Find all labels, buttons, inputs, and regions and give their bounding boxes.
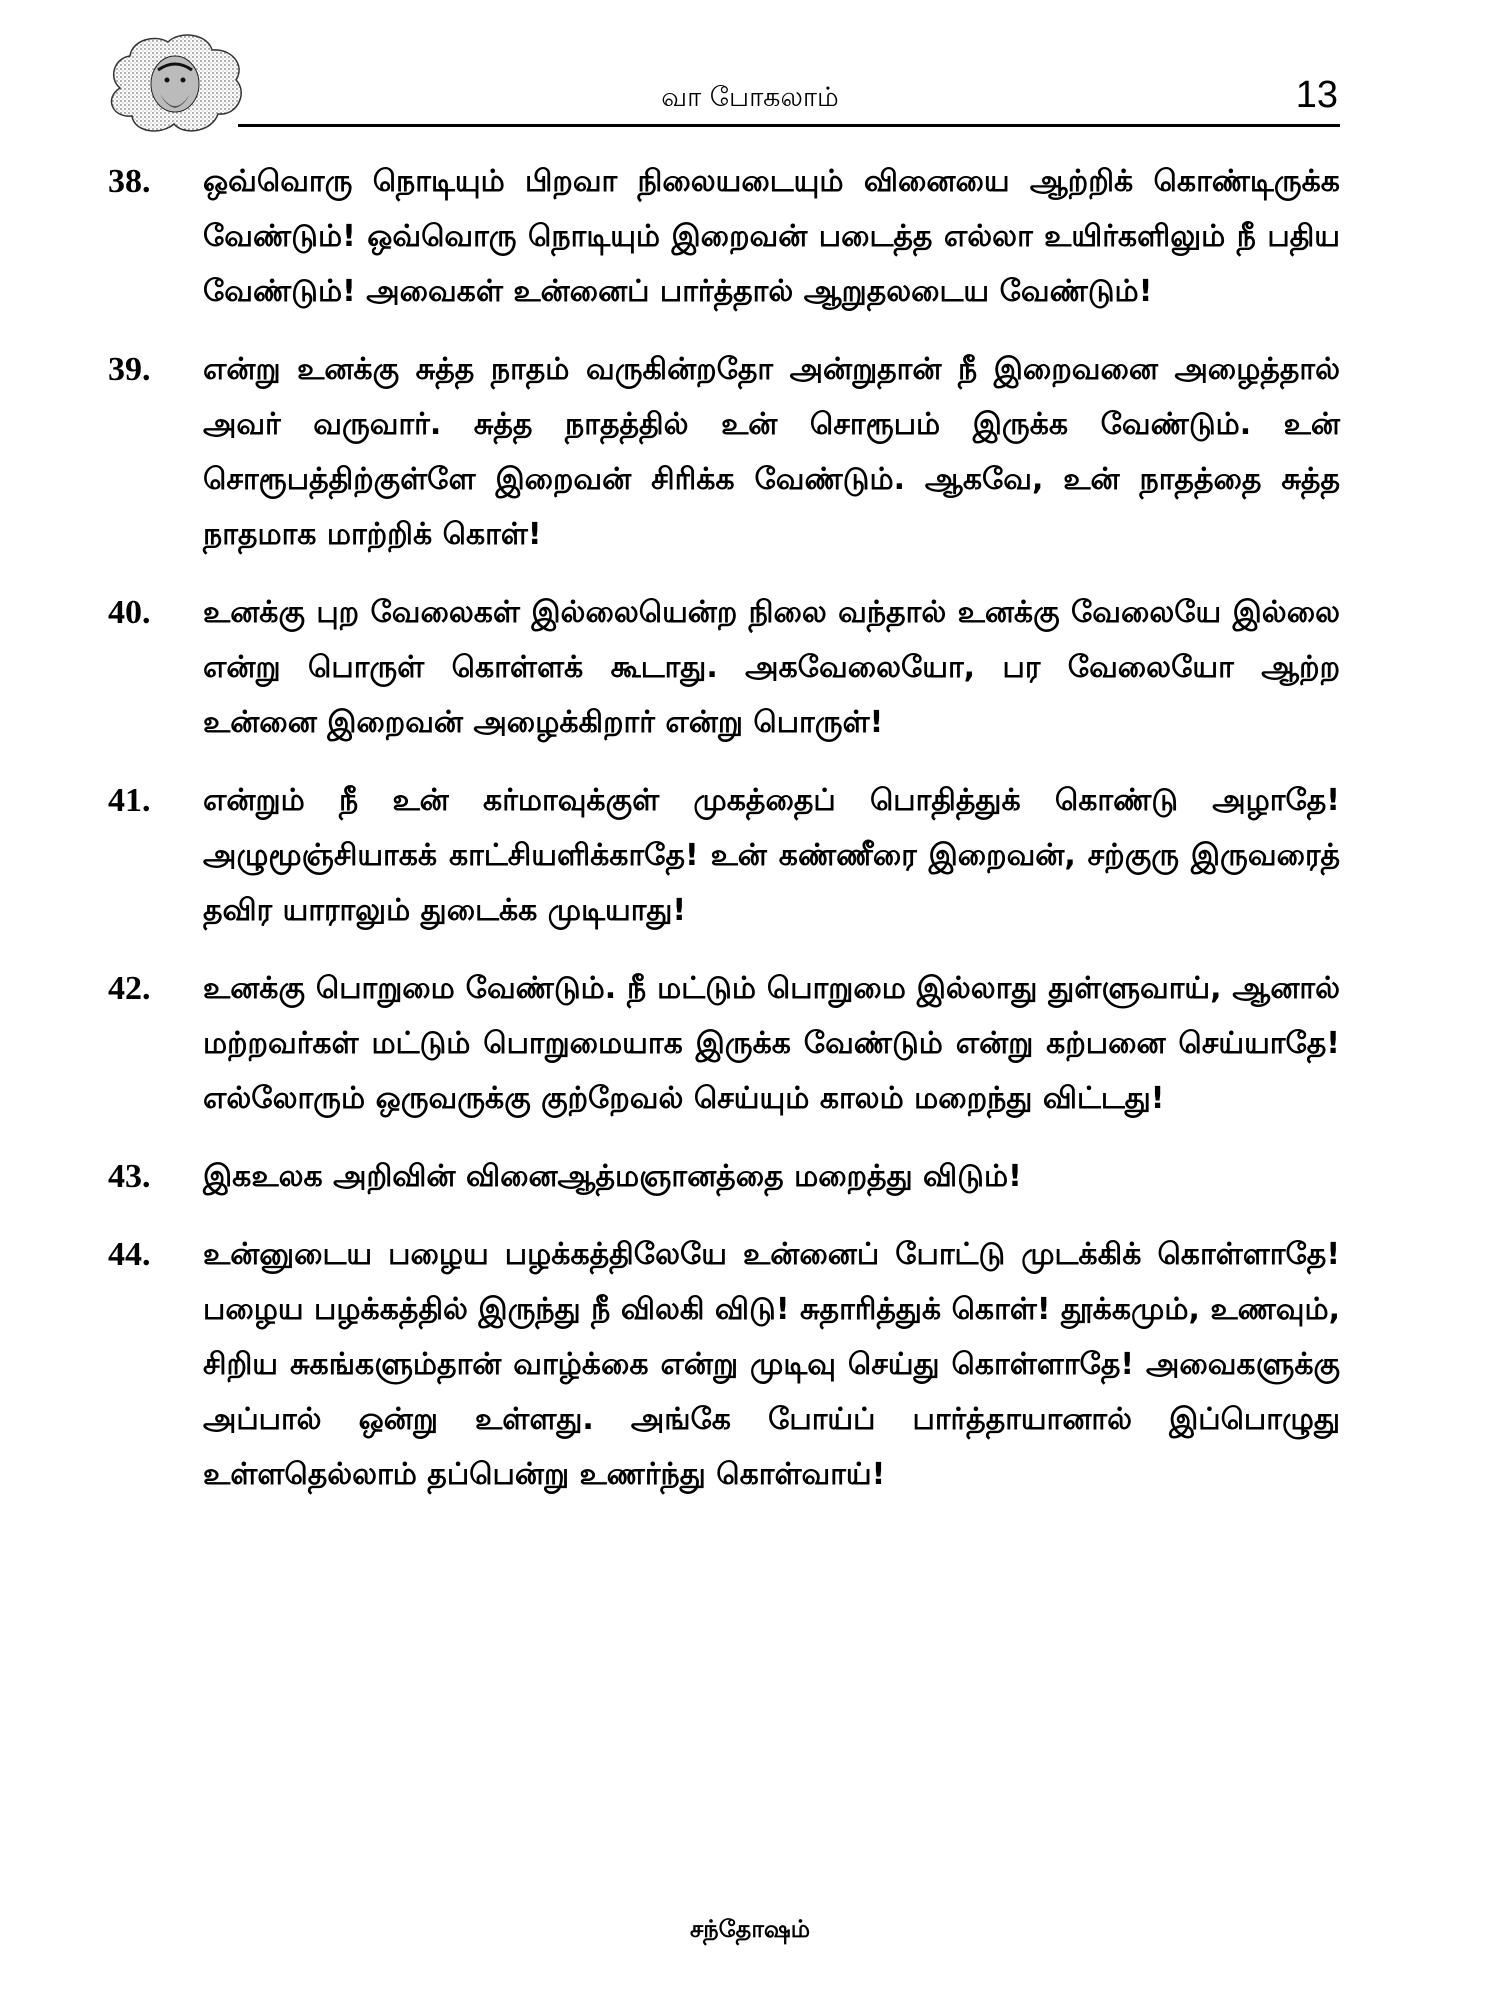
entry-number: 40. [108,594,151,631]
page-number: 13 [1295,74,1338,116]
entry-number: 44. [108,1236,151,1273]
running-footer: சந்தோஷம் [689,1915,811,1943]
numbered-entries [108,154,1340,1525]
entry-text: உன்னுடைய பழைய பழக்கத்திலேயே உன்னைப் போட்டு முடக்கிக் கொள்ளாதே! பழைய பழக்கத்தில் இருந்து நீ விலகி விடு! சுதாரித்துக் கொள்! தூக்கமும், உணவும், சிறிய சுகங்களும்தான் வாழ்க்கை என்று முடிவு செய்து கொள்ளாதே! அவைகளுக்கு அப்பால் ஒன்று உள்ளது. அங்கே போய்ப் பார்த்தாயானால் இப்பொழுது உள்ளதெல்லாம் தப்பென்று உணர்ந்து கொள்வாய்! [203,1237,1340,1492]
entry-number: 42. [108,970,151,1007]
header-divider [238,124,1340,127]
entry-number: 43. [108,1158,151,1195]
entry-text: என்று உனக்கு சுத்த நாதம் வருகின்றதோ அன்றுதான் நீ இறைவனை அழைத்தால் அவர் வருவார். சுத்த நாதத்தில் உன் சொரூபம் இருக்க வேண்டும். உன் சொரூபத்திற்குள்ளே இறைவன் சிரிக்க வேண்டும். ஆகவே, உன் நாதத்தை சுத்த நாதமாக மாற்றிக் கொள்! [203,352,1340,552]
entry-41 [108,773,1340,938]
entry-text: என்றும் நீ உன் கர்மாவுக்குள் முகத்தைப் பொதித்துக் கொண்டு அழாதே! அழுமூஞ்சியாகக் காட்சியளிக்காதே! உன் கண்ணீரை இறைவன், சற்குரு இருவரைத் தவிர யாராலும் துடைக்க முடியாது! [203,783,1340,928]
entry-number: 38. [108,163,151,200]
entry-42 [108,961,1340,1126]
entry-39 [108,342,1340,562]
entry-text: உனக்கு புற வேலைகள் இல்லையென்ற நிலை வந்தால் உனக்கு வேலையே இல்லை என்று பொருள் கொள்ளக் கூடாது. அகவேலையோ, பர வேலையோ ஆற்ற உன்னை இறைவன் அழைக்கிறார் என்று பொருள்! [203,595,1340,740]
entry-text: உனக்கு பொறுமை வேண்டும். நீ மட்டும் பொறுமை இல்லாது துள்ளுவாய், ஆனால் மற்றவர்கள் மட்டும் பொறுமையாக இருக்க வேண்டும் என்று கற்பனை செய்யாதே! எல்லோரும் ஒருவருக்கு குற்றேவல் செய்யும் காலம் மறைந்து விட்டது! [203,971,1340,1116]
entry-40 [108,585,1340,750]
entry-44 [108,1227,1340,1502]
entry-text: ஒவ்வொரு நொடியும் பிறவா நிலையடையும் வினையை ஆற்றிக் கொண்டிருக்க வேண்டும்! ஒவ்வொரு நொடியும் இறைவன் படைத்த எல்லா உயிர்களிலும் நீ பதிய வேண்டும்! அவைகள் உன்னைப் பார்த்தால் ஆறுதலடைய வேண்டும்! [203,164,1340,309]
entry-43 [108,1149,1340,1204]
entry-text: இகஉலக அறிவின் வினைஆத்மஞானத்தை மறைத்து விடும்! [203,1159,1022,1194]
entry-number: 41. [108,782,151,819]
running-header-title: வா போகலாம் [661,82,839,113]
entry-38 [108,154,1340,319]
entry-number: 39. [108,351,151,388]
